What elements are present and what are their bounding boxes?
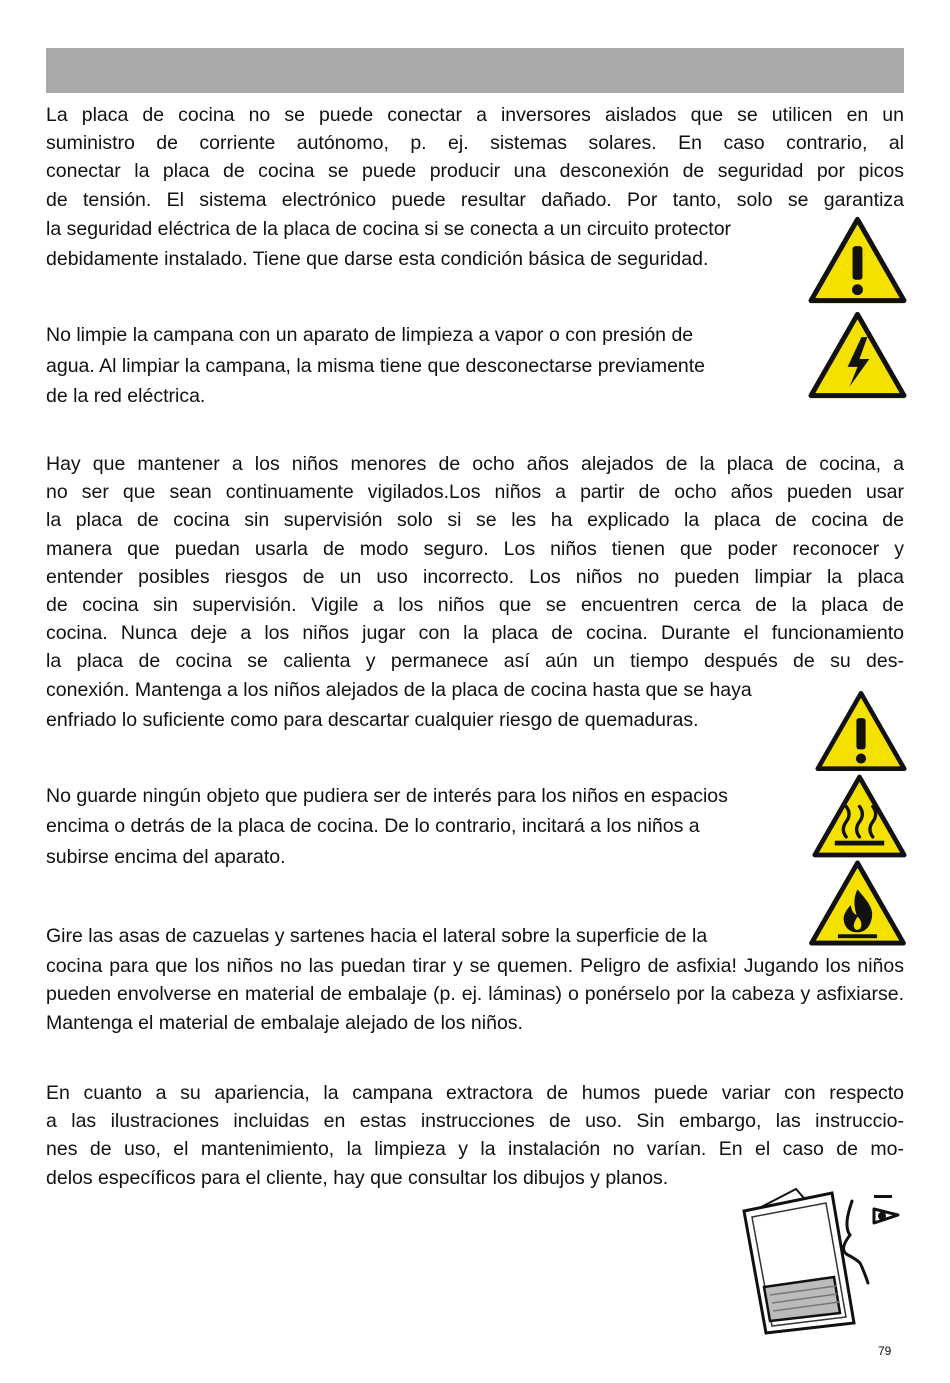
text-line: Hay que mantener a los niños menores de ocho años alejados de la placa de cocina, a [46, 453, 904, 475]
text-line: La placa de cocina no se puede conectar a inversores aislados que se utilicen en un [46, 104, 904, 126]
text-line: a las ilustraciones incluidas en estas instrucciones de uso. Sin embargo, las instruccio- [46, 1110, 904, 1133]
text-line: No guarde ningún objeto que pudiera ser de interés para los niños en espacios [46, 785, 728, 807]
general-warning-icon [808, 216, 907, 304]
text-line: enfriado lo suficiente como para descartar cualquier riesgo de quemaduras. [46, 708, 699, 731]
text-line: suministro de corriente autónomo, p. ej. sistemas solares. En caso contrario, al [46, 132, 904, 155]
paragraph-children-warning [46, 450, 904, 734]
text-block: cocina para que los niños no las puedan tirar y se quemen. Peligro de asfixia! Jugando los niños pueden envolverse en material de embalaje (p. ej. láminas) o ponérselo por la cabeza y asfixiarse. Mantenga el material de embalaje alejado de los niños. [46, 955, 904, 1034]
paragraph-steam-cleaner-warning [46, 321, 806, 411]
text-line: la placa de cocina se calienta y permanece así aún un tiempo después de su des- [46, 650, 904, 673]
text-line: la seguridad eléctrica de la placa de cocina si se conecta a un circuito protector [46, 217, 732, 240]
page-number: 79 [878, 1344, 892, 1358]
text-line: debidamente instalado. Tiene que darse esta condición básica de seguridad. [46, 248, 709, 271]
paragraph-appearance-note [46, 1079, 904, 1192]
paragraph-pans-asphyxia-warning [46, 922, 904, 1037]
text-line: delos específicos para el cliente, hay que consultar los dibujos y planos. [46, 1166, 669, 1189]
text-line: la placa de cocina sin supervisión solo si se les ha explicado la placa de cocina de [46, 509, 904, 532]
text-line: encima o detrás de la placa de cocina. De lo contrario, incitará a los niños a [46, 815, 700, 838]
text-line: cocina. Nunca deje a los niños jugar con la placa de cocina. Durante el funcionamiento [46, 622, 904, 645]
electric-shock-warning-icon [808, 311, 907, 399]
text-line: manera que puedan usarla de modo seguro. Los niños tienen que poder reconocer y [46, 537, 904, 560]
text-line: subirse encima del aparato. [46, 846, 286, 869]
text-line: de tensión. El sistema electrónico puede resultar dañado. Por tanto, solo se garantiza [46, 188, 904, 211]
paragraph-objects-warning [46, 782, 826, 872]
paragraph-inverter-warning [46, 101, 904, 273]
section-header-bar [46, 48, 904, 93]
text-line: No limpie la campana con un aparato de limpieza a vapor o con presión de [46, 324, 694, 346]
text-line: nes de uso, el mantenimiento, la limpieza y la instalación no varían. En el caso de mo- [46, 1138, 904, 1161]
text-line: de la red eléctrica. [46, 385, 206, 408]
text-line: conexión. Mantenga a los niños alejados de la placa de cocina hasta que se haya [46, 678, 752, 701]
text-line: En cuanto a su apariencia, la campana extractora de humos puede variar con respecto [46, 1082, 904, 1104]
text-line: agua. Al limpiar la campana, la misma tiene que desconectarse previamente [46, 355, 706, 378]
text-line: de cocina sin supervisión. Vigile a los niños que se encuentren cerca de la placa de [46, 594, 904, 617]
text-line: conectar la placa de cocina se puede producir una desconexión de seguridad por picos [46, 160, 904, 183]
hot-surface-warning-icon [812, 774, 907, 858]
instruction-manual-icon [740, 1183, 910, 1335]
text-line: no ser que sean continuamente vigilados.Los niños a partir de ocho años pueden usar [46, 481, 904, 504]
text-line: Gire las asas de cazuelas y sartenes hacia el lateral sobre la superficie de la [46, 925, 708, 947]
text-line: entender posibles riesgos de un uso incorrecto. Los niños no pueden limpiar la placa [46, 565, 904, 588]
general-warning-icon [815, 690, 907, 772]
